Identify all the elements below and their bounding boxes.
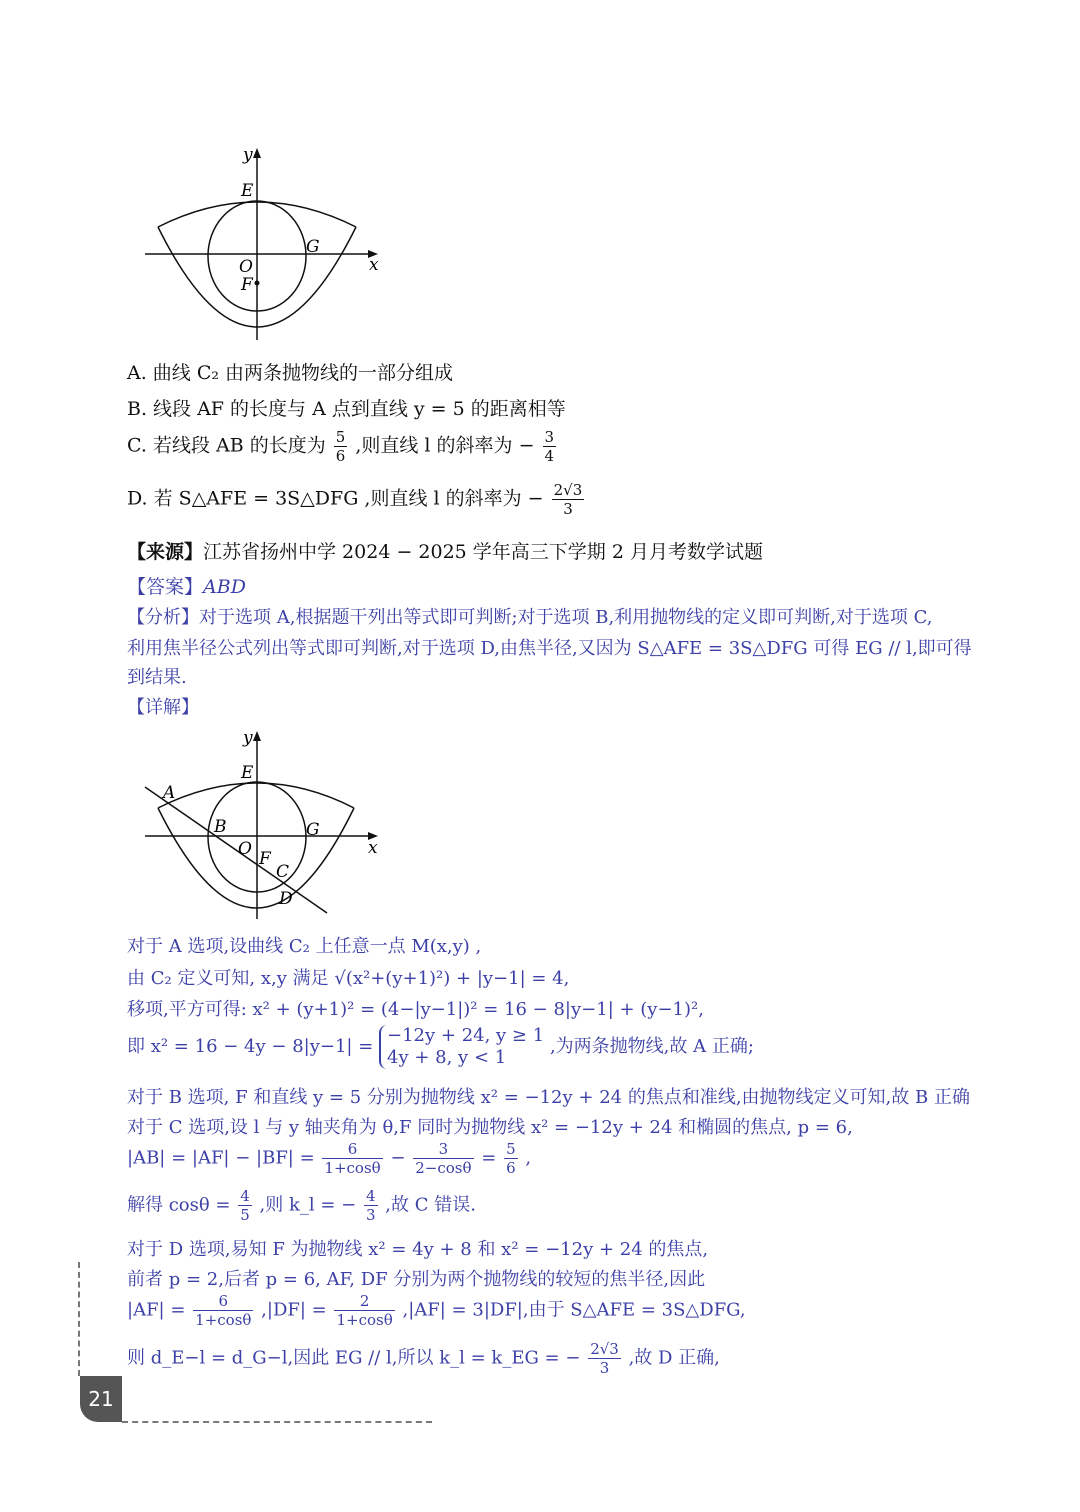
page-border-horizontal xyxy=(122,1421,432,1423)
frac-num: 6 xyxy=(322,1140,382,1159)
fraction xyxy=(364,1187,378,1224)
fraction xyxy=(413,1140,473,1177)
sol12-post: ,故 D 正确, xyxy=(628,1347,720,1369)
equals-sign: = xyxy=(481,1147,497,1169)
figure-2 xyxy=(135,725,395,925)
minus-sign: − xyxy=(390,1147,406,1169)
label-y: y xyxy=(243,145,253,165)
frac-den: 6 xyxy=(335,447,346,465)
answer-text: ABD xyxy=(203,576,246,598)
frac-den: 3 xyxy=(366,1206,376,1224)
answer-label: 【答案】 xyxy=(127,576,204,598)
case-2: 4y + 8, y < 1 xyxy=(387,1047,507,1068)
solution-line-10: 前者 p = 2,后者 p = 6, AF, DF 分别为两个抛物线的较短的焦半径,因此 xyxy=(127,1269,706,1290)
label-F: F xyxy=(241,275,253,295)
source-line xyxy=(127,537,763,564)
option-d-answer xyxy=(552,481,585,518)
sol4-post: ,为两条抛物线,故 A 正确; xyxy=(549,1036,754,1057)
sol8-mid: ,则 k_l = − xyxy=(259,1194,357,1216)
analysis-line-1 xyxy=(127,603,932,629)
answer-line xyxy=(127,572,246,599)
page-border-vertical xyxy=(78,1262,80,1376)
label-E: E xyxy=(241,763,254,783)
line-l xyxy=(145,787,327,913)
fraction xyxy=(193,1292,253,1329)
frac-den: 4 xyxy=(544,447,555,465)
frac-num: 4 xyxy=(366,1187,376,1205)
analysis-line-3: 到结果. xyxy=(127,667,187,688)
solution-line-7 xyxy=(127,1140,531,1177)
source-label: 【来源】 xyxy=(127,541,204,563)
frac-den: 5 xyxy=(240,1206,250,1224)
fraction xyxy=(322,1140,382,1177)
sol12-pre: 则 d_E−l = d_G−l,因此 EG // l,所以 k_l = k_EG = − xyxy=(127,1347,581,1369)
solution-line-5: 对于 B 选项, F 和直线 y = 5 分别为抛物线 x² = −12y + 24 的焦点和准线,由抛物线定义可知,故 B 正确 xyxy=(127,1087,970,1108)
solution-line-2: 由 C₂ 定义可知, x,y 满足 √(x²+(y+1)²) + |y−1| = 4, xyxy=(127,968,570,989)
frac-num: 3 xyxy=(544,428,555,446)
frac-num: 5 xyxy=(335,428,346,446)
sol8-post: ,故 C 错误. xyxy=(385,1194,476,1216)
solution-line-6: 对于 C 选项,设 l 与 y 轴夹角为 θ,F 同时为抛物线 x² = −12y + 24 和椭圆的焦点, p = 6, xyxy=(127,1117,853,1138)
sol7-end: , xyxy=(525,1147,532,1169)
y-axis-arrow xyxy=(253,148,261,158)
frac-den: 1+cosθ xyxy=(324,1159,381,1177)
piecewise-cases xyxy=(379,1025,544,1069)
frac-den: 3 xyxy=(563,500,573,518)
frac-num: 2 xyxy=(334,1292,394,1311)
frac-den: 3 xyxy=(599,1359,610,1377)
label-O: O xyxy=(239,257,253,277)
frac-den: 2−cosθ xyxy=(415,1159,472,1177)
figure-1 xyxy=(140,140,400,345)
sol8-pre: 解得 cosθ = xyxy=(127,1194,231,1216)
frac-den: 1+cosθ xyxy=(195,1311,252,1329)
y-axis-arrow xyxy=(253,731,261,741)
focus-point xyxy=(255,281,260,286)
label-C: C xyxy=(276,862,290,882)
option-c xyxy=(127,428,558,465)
sol11-mid: ,|DF| = xyxy=(261,1299,327,1321)
label-G: G xyxy=(306,820,320,840)
frac-num: 3 xyxy=(413,1140,473,1159)
frac-den: 1+cosθ xyxy=(336,1311,393,1329)
label-D: D xyxy=(279,889,293,909)
source-text: 江苏省扬州中学 2024 − 2025 学年高三下学期 2 月月考数学试题 xyxy=(203,541,763,563)
label-x: x xyxy=(368,838,378,858)
sol7-pre: |AB| = |AF| − |BF| = xyxy=(127,1147,315,1169)
solution-line-3: 移项,平方可得: x² + (y+1)² = (4−|y−1|)² = 16 − 8|y−1| + (y−1)², xyxy=(127,999,704,1020)
sol11-pre: |AF| = xyxy=(127,1299,186,1321)
solution-line-12 xyxy=(127,1340,720,1377)
label-x: x xyxy=(369,255,379,275)
frac-num: 2√3 xyxy=(553,481,583,499)
solution-line-8 xyxy=(127,1187,476,1224)
solution-line-11 xyxy=(127,1292,746,1329)
upper-parabola xyxy=(158,783,354,808)
label-B: B xyxy=(214,817,227,837)
case-1: −12y + 24, y ≥ 1 xyxy=(387,1025,545,1046)
label-G: G xyxy=(306,237,320,257)
option-c-pre: C. 若线段 AB 的长度为 xyxy=(127,434,326,457)
analysis-line-2: 利用焦半径公式列出等式即可判断,对于选项 D,由焦半径,又因为 S△AFE = 3S△DFG 可得 EG // l,即可得 xyxy=(127,638,972,659)
detail-label: 【详解】 xyxy=(127,697,199,718)
fraction xyxy=(238,1187,252,1224)
option-a: A. 曲线 C₂ 由两条抛物线的一部分组成 xyxy=(127,362,454,384)
frac-num: 2√3 xyxy=(590,1340,619,1358)
solution-line-9: 对于 D 选项,易知 F 为抛物线 x² = 4y + 8 和 x² = −12y + 24 的焦点, xyxy=(127,1239,709,1260)
analysis-text-1: 对于选项 A,根据题干列出等式即可判断;对于选项 B,利用抛物线的定义即可判断,对于选项 C, xyxy=(199,607,933,628)
frac-den: 6 xyxy=(506,1159,516,1177)
lower-parabola xyxy=(158,808,354,908)
solution-line-1: 对于 A 选项,设曲线 C₂ 上任意一点 M(x,y) , xyxy=(127,936,482,957)
option-c-answer xyxy=(543,428,557,465)
frac-num: 4 xyxy=(240,1187,250,1205)
frac-num: 5 xyxy=(506,1140,516,1158)
fraction xyxy=(504,1140,518,1177)
label-O: O xyxy=(238,839,252,859)
option-b: B. 线段 AF 的长度与 A 点到直线 y = 5 的距离相等 xyxy=(127,398,566,420)
label-F: F xyxy=(259,849,271,869)
option-c-mid: ,则直线 l 的斜率为 − xyxy=(355,434,535,457)
option-d-pre: D. 若 S△AFE = 3S△DFG ,则直线 l 的斜率为 − xyxy=(127,487,544,510)
analysis-label: 【分析】 xyxy=(127,607,199,628)
fraction xyxy=(334,1292,394,1329)
solution-line-4 xyxy=(127,1025,754,1069)
page-number: 21 xyxy=(80,1376,122,1422)
frac-num: 6 xyxy=(193,1292,253,1311)
label-A: A xyxy=(163,783,176,803)
label-y: y xyxy=(243,728,253,748)
label-E: E xyxy=(241,181,254,201)
sol4-pre: 即 x² = 16 − 4y − 8|y−1| = xyxy=(127,1036,374,1057)
fraction xyxy=(588,1340,621,1377)
option-d xyxy=(127,481,586,518)
sol11-post: ,|AF| = 3|DF|,由于 S△AFE = 3S△DFG, xyxy=(402,1299,746,1321)
option-c-fraction xyxy=(334,428,348,465)
